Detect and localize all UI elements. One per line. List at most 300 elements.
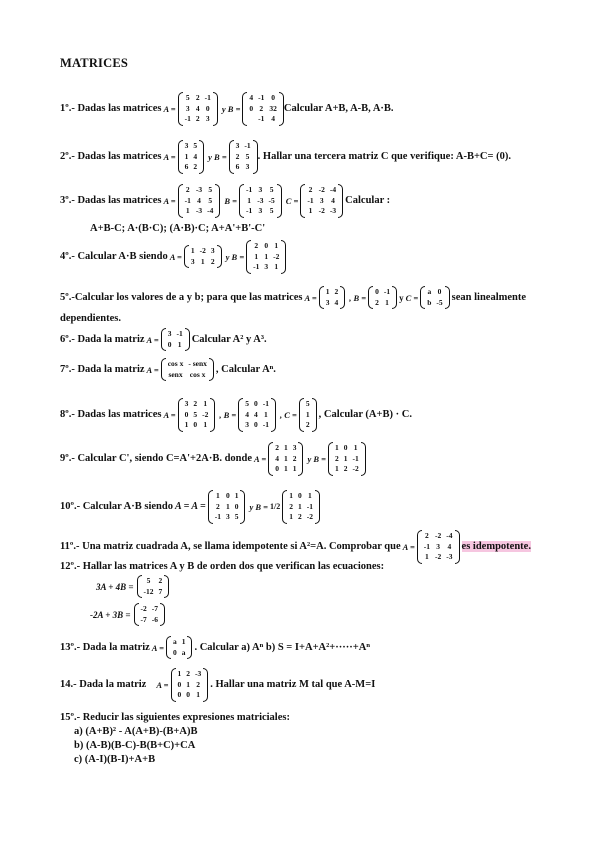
matrix-rhs-2 [134, 603, 166, 626]
matrix-cell: -1 [383, 287, 391, 296]
exercise-5-y: y [399, 292, 404, 303]
matrix-cell: 4 [254, 409, 258, 419]
matrix-cell: 2 [196, 679, 200, 689]
matrix-entries [139, 603, 161, 626]
matrix-cell: 2 [259, 103, 264, 113]
matrix-cell: 0 [205, 103, 210, 113]
matrix-cell: -6 [151, 614, 159, 624]
matrix-cell: 4 [249, 93, 254, 102]
matrix-cell: 1 [181, 637, 186, 646]
exercise-5: 5º.-Calcular los valores de a y b; para que las matrices A = 1 2 3 4 , B = 0 -1 2 1 y C = a 0 b -5 sean linealmente [60, 286, 526, 309]
matrix-cell: -1 [184, 114, 191, 123]
matrix-a [171, 668, 209, 702]
matrix-cell: 1 [298, 501, 302, 511]
matrix-cell: 0 [177, 690, 182, 699]
exercise-15-item-c: c) (A-I)(B-I)+A+B [74, 754, 156, 765]
matrix-cell: 1 [203, 399, 208, 408]
matrix-cell: 3 [292, 443, 297, 452]
matrix-cell: 3 [258, 185, 263, 194]
exercise-15-label: 15º.- Reducir las siguientes expresiones matriciales: [60, 712, 290, 723]
matrix-cell: 1 [177, 339, 182, 349]
bracket-right [455, 530, 460, 564]
bracket-right [187, 636, 192, 659]
bracket-right [271, 398, 276, 432]
matrix-cell: -7 [151, 604, 159, 613]
matrix-cell: 1 [308, 206, 313, 215]
matrix-cell: -1 [352, 453, 359, 463]
matrix-rhs-1 [137, 575, 170, 598]
matrix-cell: 1 [283, 453, 288, 463]
exercise-3: 3º.- Dadas las matrices A = 2 -3 5 -1 4 5 1 -3 -4 B = -1 3 5 1 -3 -5 -1 3 5 C = 2 -2 -4 -1 3 4 1 -2 -3 Calcular : [60, 184, 390, 218]
matrix-cell: cos x [167, 359, 184, 368]
matrix-cell: 1 [425, 552, 429, 561]
matrix-cell: -2 [352, 464, 359, 473]
exercise-12-equation-1 [96, 575, 169, 598]
exercise-11: 11º.- Una matriz cuadrada A, se llama idempotente si A²=A. Comprobar que A = 2 -2 -4 -1 3 4 1 -2 -3 es idempotente. [60, 530, 531, 564]
matrix-cell: 0 [298, 491, 302, 500]
matrix-entries [183, 92, 213, 126]
matrix-cell: 5 [245, 399, 250, 408]
matrix-cell: 2 [185, 185, 190, 194]
matrix-a [178, 92, 218, 126]
matrix-cell: -1 [204, 93, 211, 102]
matrix-cell: -3 [195, 206, 203, 215]
matrix-cell: 2 [193, 399, 198, 408]
matrix-c [299, 398, 317, 432]
matrix-a [178, 140, 205, 174]
exercise-7-label: 7º.- Dada la matriz [60, 364, 145, 375]
matrix-cell: 1 [177, 669, 182, 678]
matrix-cell: 3 [245, 420, 250, 429]
matrix-entries [247, 92, 279, 126]
matrix-cell: 1 [334, 443, 339, 452]
fraction-half: 1/2 [270, 502, 281, 512]
exercise-7: 7º.- Dada la matriz A = cos x - senx senx cos x , Calcular Aⁿ. [60, 358, 276, 381]
matrix-cell: 1 [289, 512, 293, 521]
matrix-cell: -1 [306, 501, 313, 511]
matrix-b [239, 184, 282, 218]
matrix-cell: -2 [273, 251, 280, 261]
exercise-10: 10º.- Calcular A·B siendo A = A = 1 0 1 2 1 0 -1 3 5 y B = 1/2 1 0 1 2 1 -1 1 2 -2 [60, 490, 320, 524]
matrix-cell: 5 [245, 151, 250, 161]
page-title: MATRICES [60, 56, 129, 70]
matrix-cell: 1 [203, 420, 208, 429]
matrix-cell: 1 [200, 256, 205, 266]
matrix-cell: 0 [343, 443, 348, 452]
matrix-entries [304, 398, 312, 432]
matrix-cell: 2 [343, 464, 348, 473]
matrix-entries [273, 442, 298, 476]
matrix-cell: 0 [254, 399, 258, 408]
matrix-cell: 2 [305, 420, 310, 429]
exercise-3-operations: A+B-C; A·(B·C); (A·B)·C; A+A'+B'-C' [90, 223, 266, 234]
bracket-right [338, 184, 343, 218]
matrix-b [282, 490, 320, 524]
matrix-cell: -3 [195, 185, 203, 194]
matrix-cell: 1 [385, 297, 389, 307]
matrix-entries [244, 184, 277, 218]
matrix-cell: -3 [257, 195, 264, 205]
matrix-cell: 3 [184, 399, 189, 408]
matrix-cell: 3 [325, 297, 330, 307]
matrix-cell: -1 [253, 262, 260, 271]
matrix-cell: 0 [264, 241, 269, 250]
matrix-cell: 1 [325, 287, 330, 296]
matrix-cell: cos x [189, 369, 206, 379]
matrix-a [166, 636, 193, 659]
matrix-a [319, 286, 346, 309]
matrix-cell: 1 [184, 151, 189, 161]
matrix-cell: -2 [202, 409, 209, 419]
matrix-cell: a [181, 647, 186, 657]
matrix-cell: 5 [146, 576, 151, 585]
matrix-cell: 1 [289, 491, 293, 500]
matrix-cell: 5 [193, 141, 198, 150]
matrix-cell: 4 [275, 453, 279, 463]
matrix-cell: 4 [334, 297, 339, 307]
matrix-cell: 2 [308, 185, 313, 194]
matrix-cell: 1 [283, 464, 288, 473]
matrix-cell: -4 [329, 185, 337, 194]
matrix-cell: -4 [446, 531, 453, 540]
matrix-cell: 3 [436, 541, 441, 551]
matrix-entries [251, 240, 281, 274]
matrix-cell: 0 [275, 464, 279, 473]
exercise-13: 13º.- Dada la matriz A = a 1 0 a . Calcular a) Aⁿ b) S = I+A+A²+·····+Aⁿ [60, 636, 370, 659]
matrix-cell: -1 [176, 329, 183, 338]
matrix-cell: 0 [177, 679, 182, 689]
exercise-2: 2º.- Dadas las matrices A = 3 5 1 4 6 2 y B = 3 -1 2 5 6 3 . Hallar una tercera matriz C que verifique: A-B+C= (0). [60, 140, 511, 174]
matrix-c [420, 286, 449, 309]
matrix-b [246, 240, 286, 274]
bracket-right [199, 140, 204, 174]
matrix-entries [373, 286, 392, 309]
matrix-cell: 1 [283, 443, 288, 452]
matrix-cell: 2 [195, 93, 200, 102]
exercise-4: 4º.- Calcular A·B siendo A = 1 -2 3 3 1 2 y B = 2 0 1 1 1 -2 -1 3 1 [60, 240, 286, 274]
matrix-entries [183, 184, 216, 218]
exercise-4-label: 4º.- Calcular A·B siendo [60, 251, 168, 263]
matrix-c [300, 184, 343, 218]
bracket-right [185, 328, 190, 351]
matrix-cell: b [427, 297, 432, 307]
matrix-cell: -1 [423, 541, 431, 551]
matrix-entries [243, 398, 271, 432]
matrix-cell: -2 [306, 512, 313, 521]
matrix-cell: 4 [197, 195, 201, 205]
matrix-cell: 5 [185, 93, 190, 102]
matrix-cell: -2 [199, 246, 206, 256]
matrix-cell: -1 [258, 114, 265, 123]
matrix-a [208, 490, 246, 524]
matrix-cell: 2 [425, 531, 429, 540]
matrix-cell: 1 [305, 409, 310, 419]
matrix-b [238, 398, 276, 432]
matrix-cell: 1 [308, 491, 312, 500]
matrix-cell: 2 [158, 576, 163, 585]
matrix-cell: 3 [235, 141, 240, 150]
exercise-13-task: . Calcular a) Aⁿ b) S = I+A+A²+·····+Aⁿ [194, 642, 370, 653]
matrix-cell: 1 [215, 491, 220, 500]
exercise-10-label: 10º.- Calcular A·B siendo [60, 501, 173, 513]
matrix-cell: 5 [305, 399, 310, 408]
matrix-cell: 3 [210, 246, 215, 256]
matrix-cell: -1 [262, 399, 270, 408]
exercise-6-task: Calcular A² y A³. [191, 334, 267, 345]
exercise-7-task: , Calcular Aⁿ. [215, 364, 276, 375]
matrix-a [178, 184, 221, 218]
matrix-cell: 1 [254, 251, 259, 261]
matrix-cell: 4 [193, 151, 198, 161]
matrix-cell: -1 [258, 93, 265, 102]
matrix-cell: 0 [254, 420, 258, 429]
matrix-cell: 0 [271, 93, 276, 102]
bracket-right [240, 490, 245, 524]
matrix-cell: 6 [184, 162, 189, 171]
matrix-cell: 3 [185, 103, 190, 113]
matrix-b [328, 442, 366, 476]
matrix-cell: 2 [215, 501, 220, 511]
matrix-a [417, 530, 460, 564]
exercise-14-label: 14.- Dada la matriz [60, 679, 147, 691]
matrix-cell: 5 [234, 512, 239, 521]
matrix-cell: 2 [298, 512, 302, 521]
exercise-8-task: , Calcular (A+B) · C. [318, 409, 412, 421]
matrix-a [178, 398, 216, 432]
matrix-cell: 1 [225, 501, 230, 511]
matrix-entries [234, 140, 253, 174]
matrix-cell: 4 [447, 541, 452, 551]
bracket-right [217, 245, 222, 268]
matrix-cell: 4 [271, 114, 276, 123]
matrix-cell: 4 [195, 103, 200, 113]
matrix-cell: 2 [334, 287, 339, 296]
matrix-cell: 3 [205, 114, 210, 123]
matrix-cell: 0 [375, 287, 379, 296]
matrix-entries [324, 286, 341, 309]
bracket-right [160, 603, 165, 626]
matrix-cell: 1 [185, 206, 190, 215]
matrix-cell: 0 [186, 690, 190, 699]
matrix-cell: 0 [172, 647, 177, 657]
matrix-cell: -1 [244, 141, 251, 150]
bracket-right [203, 668, 208, 702]
equation-1-lhs: 3A + 4B = [96, 581, 134, 592]
equation-2-lhs: -2A + 3B = [90, 609, 131, 620]
matrix-cell: 0 [167, 339, 172, 349]
exercise-1-label: 1º.- Dadas las matrices [60, 103, 162, 115]
matrix-cell: 5 [208, 185, 213, 194]
matrix-cell: 3 [264, 262, 269, 271]
exercise-14: 14.- Dada la matriz A = 1 2 -3 0 1 2 0 0 1 . Hallar una matriz M tal que A-M=I [60, 668, 375, 702]
matrix-cell: -5 [436, 297, 443, 307]
matrix-cell: 2 [210, 256, 215, 266]
exercise-5-continuation: dependientes. [60, 313, 121, 324]
matrix-entries [176, 668, 204, 702]
matrix-cell: 6 [235, 162, 240, 171]
matrix-cell: 5 [269, 206, 274, 215]
matrix-b [242, 92, 284, 126]
matrix-cell: 1 [247, 195, 252, 205]
matrix-cell: 2 [375, 297, 379, 307]
matrix-cell: -1 [246, 185, 253, 194]
matrix-entries [213, 490, 241, 524]
matrix-cell: -7 [140, 614, 147, 624]
matrix-b [368, 286, 397, 309]
bracket-right [298, 442, 303, 476]
matrix-a [161, 358, 214, 381]
bracket-right [164, 575, 169, 598]
matrix-entries [142, 575, 165, 598]
matrix-cell: 1 [264, 409, 268, 419]
matrix-entries [183, 140, 200, 174]
matrix-cell: -2 [318, 206, 325, 215]
matrix-cell: 4 [331, 195, 335, 205]
matrix-cell: 1 [353, 443, 358, 452]
matrix-cell: 1 [292, 464, 297, 473]
matrix-cell: 2 [334, 453, 339, 463]
bracket-right [210, 398, 215, 432]
matrix-cell: 3 [167, 329, 172, 338]
matrix-cell: 0 [184, 409, 189, 419]
matrix-entries [333, 442, 361, 476]
matrix-cell: 1 [190, 246, 195, 256]
matrix-entries [305, 184, 338, 218]
matrix-entries [166, 328, 185, 351]
matrix-cell: 3 [245, 162, 250, 171]
matrix-cell: 0 [437, 287, 442, 296]
exercise-12-equation-2 [90, 603, 165, 626]
matrix-cell: 2 [275, 443, 279, 452]
exercise-13-label: 13º.- Dada la matriz [60, 642, 150, 653]
matrix-cell: 3 [184, 141, 189, 150]
matrix-cell: 2 [186, 669, 190, 678]
exercise-3-label: 3º.- Dadas las matrices [60, 195, 162, 207]
bracket-right [209, 358, 214, 381]
exercise-15-item-a: a) (A+B)² - A(A+B)-(B+A)B [74, 726, 198, 737]
matrix-cell: senx [168, 369, 183, 379]
matrix-cell: 2 [195, 114, 200, 123]
matrix-cell: a [427, 287, 432, 296]
matrix-cell: a [172, 637, 177, 646]
exercise-8: 8º.- Dadas las matrices A = 3 2 1 0 5 -2 1 0 1 , B = 5 0 -1 4 4 1 3 0 -1 , C = 5 1 2 , Calcular (A+B) · C. [60, 398, 412, 432]
matrix-cell: 1 [196, 690, 200, 699]
matrix-cell: 5 [208, 195, 213, 205]
matrix-cell: 7 [158, 586, 163, 596]
matrix-cell: 1 [184, 420, 189, 429]
matrix-a [161, 328, 190, 351]
exercise-6-label: 6º.- Dada la matriz [60, 334, 145, 345]
matrix-cell: -2 [435, 552, 442, 561]
matrix-cell: - senx [188, 359, 207, 368]
matrix-a [184, 245, 222, 268]
exercise-6: 6º.- Dada la matriz A = 3 -1 0 1 Calcular A² y A³. [60, 328, 267, 351]
matrix-a [268, 442, 303, 476]
exercise-15-item-b: b) (A-B)(B-C)-B(B+C)+CA [74, 740, 196, 751]
matrix-entries [422, 530, 455, 564]
matrix-cell: 5 [193, 409, 198, 419]
matrix-cell: -2 [435, 531, 442, 540]
matrix-cell: 0 [193, 420, 198, 429]
matrix-cell: 1 [264, 251, 269, 261]
matrix-cell: -5 [268, 195, 275, 205]
matrix-cell: 2 [289, 501, 293, 511]
matrix-cell: 1 [234, 491, 239, 500]
bracket-right [215, 184, 220, 218]
exercise-9-label: 9º.- Calcular C', siendo C=A'+2A·B. donde [60, 453, 253, 465]
matrix-cell: 1 [186, 679, 190, 689]
matrix-cell: -3 [195, 669, 202, 678]
matrix-entries [189, 245, 217, 268]
matrix-cell: -2 [318, 185, 325, 194]
matrix-cell: 1 [334, 464, 339, 473]
bracket-right [281, 240, 286, 274]
bracket-right [361, 442, 366, 476]
matrix-cell: -2 [140, 604, 147, 613]
exercise-5-task: sean linealmente [451, 292, 527, 303]
bracket-right [315, 490, 320, 524]
matrix-cell: -1 [246, 206, 253, 215]
matrix-cell: -1 [262, 420, 270, 429]
matrix-entries [171, 636, 188, 659]
matrix-cell: -1 [214, 512, 221, 521]
matrix-cell: 1 [343, 453, 348, 463]
exercise-8-label: 8º.- Dadas las matrices [60, 409, 162, 421]
exercise-1-task: Calcular A+B, A-B, A·B. [283, 103, 394, 115]
matrix-cell: 0 [249, 103, 254, 113]
matrix-cell: 2 [292, 453, 297, 463]
bracket-right [392, 286, 397, 309]
exercise-2-label: 2º.- Dadas las matrices [60, 151, 162, 163]
matrix-cell: 4 [245, 409, 250, 419]
exercise-1: 1º.- Dadas las matrices A = 5 2 -1 3 4 0 -1 2 3 y B = 4 -1 0 0 2 32 -1 4 Calcular A+B, A-B, A·B. [60, 92, 394, 126]
exercise-9: 9º.- Calcular C', siendo C=A'+2A·B. donde A = 2 1 3 4 1 2 0 1 1 y B = 1 0 1 2 1 -1 1 2 -2 [60, 442, 366, 476]
matrix-cell: -1 [307, 195, 314, 205]
matrix-cell: 3 [258, 206, 263, 215]
matrix-cell: 2 [193, 162, 198, 171]
matrix-cell: -3 [446, 552, 453, 561]
matrix-cell: 0 [234, 501, 239, 511]
matrix-cell: 3 [319, 195, 324, 205]
matrix-entries [425, 286, 444, 309]
matrix-cell: 5 [269, 185, 274, 194]
exercise-2-task: . Hallar una tercera matriz C que verifique: A-B+C= (0). [257, 151, 511, 163]
matrix-cell: 1 [274, 241, 279, 250]
exercise-11-label: 11º.- Una matriz cuadrada A, se llama idempotente si A²=A. Comprobar que [60, 541, 401, 553]
matrix-cell: -4 [207, 206, 214, 215]
exercise-5-label: 5º.-Calcular los valores de a y b; para que las matrices [60, 292, 303, 303]
bracket-right [277, 184, 282, 218]
matrix-cell: 0 [225, 491, 230, 500]
exercise-14-task: . Hallar una matriz M tal que A-M=I [210, 679, 376, 691]
bracket-right [213, 92, 218, 126]
matrix-entries [166, 358, 209, 381]
bracket-right [340, 286, 345, 309]
matrix-cell: 2 [235, 151, 240, 161]
matrix-cell: 32 [269, 103, 277, 113]
exercise-3-task: Calcular : [345, 195, 391, 207]
bracket-right [445, 286, 450, 309]
matrix-cell: 2 [254, 241, 259, 250]
exercise-12-label: 12º.- Hallar las matrices A y B de orden dos que verifican las ecuaciones: [60, 561, 385, 572]
matrix-cell: 1 [274, 262, 279, 271]
matrix-cell: 3 [190, 256, 195, 266]
matrix-cell: -12 [143, 586, 154, 596]
matrix-cell: 3 [225, 512, 230, 521]
matrix-cell: -3 [329, 206, 337, 215]
matrix-b [229, 140, 258, 174]
exercise-11-task: es idempotente. [461, 541, 531, 553]
